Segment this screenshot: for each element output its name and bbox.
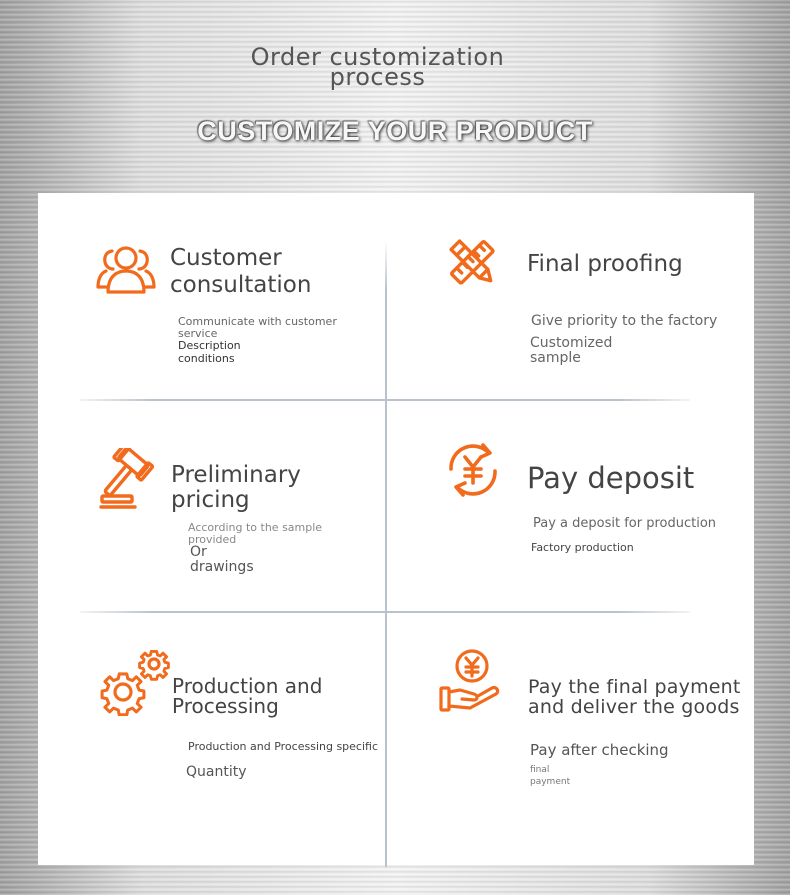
- step-desc-final-payment-1: Pay after checking: [530, 741, 669, 759]
- step-title-consultation: Customer consultation: [170, 245, 312, 298]
- step-desc-final-payment-2: final payment: [530, 765, 571, 787]
- step-desc-consultation-1: Communicate with customer service: [178, 315, 337, 340]
- step-desc-deposit-2: Factory production: [531, 541, 634, 554]
- gears-icon: [100, 646, 172, 716]
- people-icon: [96, 243, 156, 295]
- step-title-pricing: Preliminary pricing: [171, 462, 301, 514]
- step-title-final-payment: Pay the final payment and deliver the goods: [528, 676, 741, 718]
- step-desc-deposit-1: Pay a deposit for production: [533, 516, 717, 531]
- step-desc-consultation-2: Description conditions: [178, 339, 241, 365]
- step-desc-production-2: Quantity: [186, 764, 247, 780]
- step-title-proofing: Final proofing: [527, 251, 683, 277]
- page-subtitle: CUSTOMIZE YOUR PRODUCT: [197, 116, 593, 146]
- step-title-production: Production and Processing: [172, 674, 323, 718]
- page-title-line1: Order customization: [250, 43, 505, 71]
- hand-coin-icon: [438, 648, 504, 714]
- step-desc-proofing-1: Give priority to the factory: [531, 313, 718, 329]
- step-desc-pricing-2: Or drawings: [190, 544, 254, 575]
- page-title-line2: process: [329, 63, 426, 91]
- yen-refresh-icon: [443, 439, 503, 501]
- step-title-deposit: Pay deposit: [527, 461, 695, 495]
- vertical-divider: [385, 240, 387, 867]
- step-desc-proofing-2: Customized sample: [530, 335, 613, 366]
- step-desc-production-1: Production and Processing specific: [188, 740, 379, 753]
- horizontal-divider-2: [80, 611, 690, 613]
- horizontal-divider-1: [80, 399, 690, 401]
- gavel-icon: [99, 448, 165, 510]
- pencil-ruler-icon: [442, 233, 504, 293]
- page-title: [0, 43, 755, 91]
- step-desc-pricing-1: According to the sample provided: [188, 521, 323, 546]
